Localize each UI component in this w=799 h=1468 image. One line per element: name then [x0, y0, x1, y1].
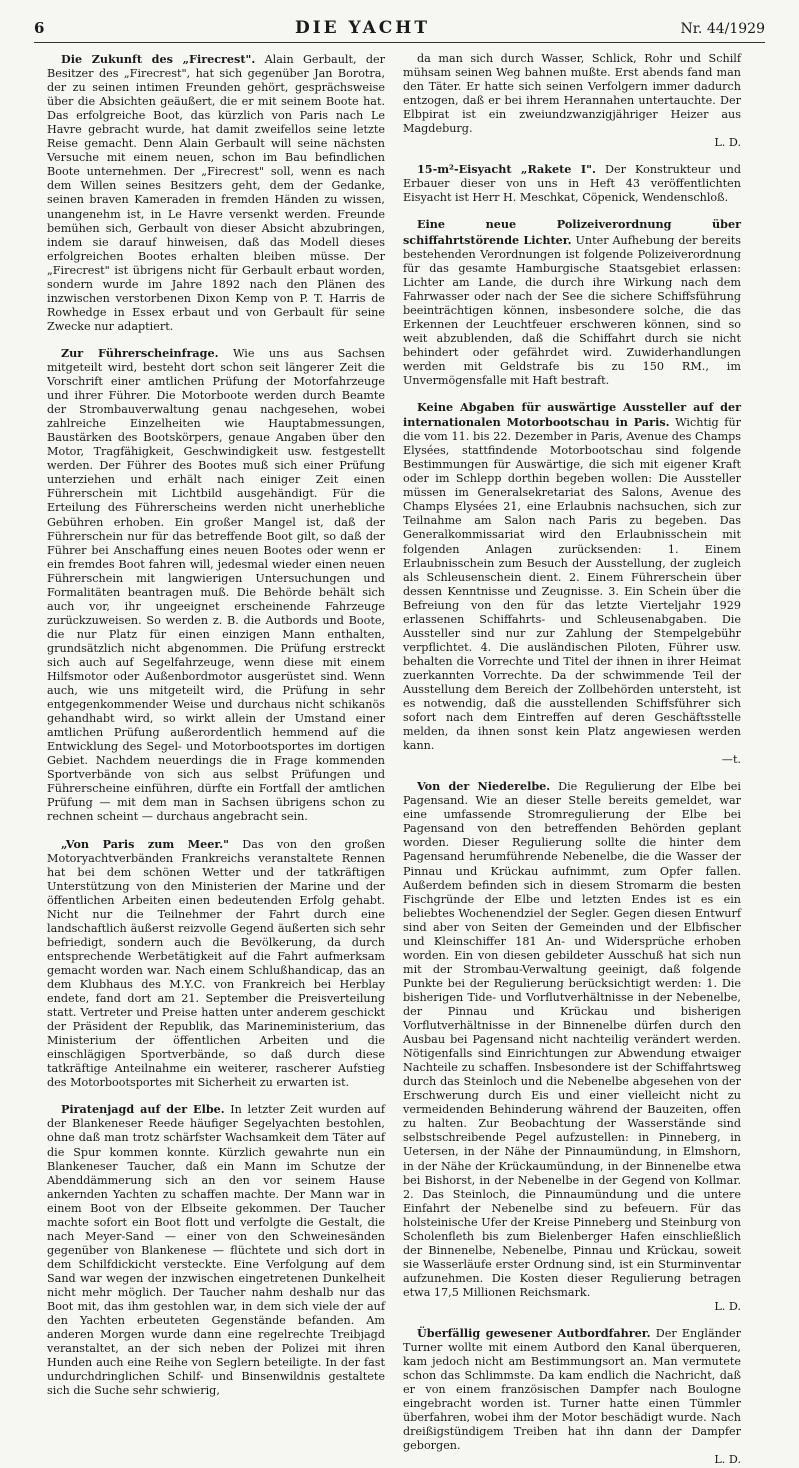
article-headline: Zur Führerscheinfrage. [61, 345, 219, 360]
article [47, 837, 385, 1091]
article-headline: Überfällig gewesener Autbordfahrer. [417, 1326, 651, 1341]
article-paragraph [403, 1326, 741, 1467]
article [403, 217, 741, 388]
article-signature: —t. [721, 753, 741, 767]
article-paragraph [403, 217, 741, 388]
article-text: Das von den großen Motoryachtverbänden Frankreichs veranstaltete Rennen hat bei dem schönen Wetter und der tatkräftigen Unterstützung von den Ministerien der Marine und der öffentlichen Arbeiten einen bedeutenden Erfolg gehabt. Nicht nur die Teilnehmer der Fahrt durch eine landschaftlich äußerst reizvolle Gegend äußerten sich sehr befriedigt, sondern auch die Bevölkerung, da durch entsprechende Werbetätigkeit auf die Fahrt aufmerksam gemacht worden war. Nach einem Schlußhandicap, das an dem Klubhaus des M.Y.C. von Frankreich bei Herblay endete, fand dort am 21. September die Preisverteilung statt. Vertreter und Preise hatten unter anderem geschickt der Präsident der Republik, das Marineministerium, das Ministerium der öffentlichen Arbeiten und die einschlägigen Sportverbände, so daß durch diese tatkräftige Anteilnahme ein weiterer, rascherer Aufstieg des Motorbootsportes mit Sicherheit zu erwarten ist. [47, 837, 386, 1090]
article [47, 52, 385, 334]
article-paragraph [47, 346, 385, 825]
article-text: In letzter Zeit wurden auf der Blankeneser Reede häufiger Segelyachten bestohlen, ohne daß man trotz schärfster Wachsamkeit dem Täter auf die Spur kommen konnte. Kürzlich gewahrte nun ein Blankeneser Taucher, daß ein Mann im Schutze der Abenddämmerung sich an den vor seinem Hause ankernden Yachten zu schaffen machte. Der Mann war in einem Boot von der Elbseite gekommen. Der Taucher machte sofort ein Boot flott und verfolgte die Gestalt, die nach Meyer-Sand — einer von den Schweinesänden gegenüber von Blankenese — flüchtete und sich dort in dem Schilfdickicht versteckte. Eine Verfolgung auf dem Sand war wegen der inzwischen eingetretenen Dunkelheit nicht mehr möglich. Der Taucher nahm deshalb nur das Boot mit, das ihm gestohlen war, in dem sich viele der auf den Yachten erbeuteten Gegenstände befanden. Am anderen Morgen wurde dann eine regelrechte Treibjagd veranstaltet, an der sich neben der Polizei mit ihren Hunden auch eine Reihe von Seglern beteiligte. In der fast undurchdringlichen Schilf- und Binsenwildnis gestaltete sich die Suche sehr schwierig, [47, 1103, 385, 1398]
article-text: Unter Aufhebung der bereits bestehenden Verordnungen ist folgende Polizeiverordnung für das gesamte Hamburgische Staatsgebiet erlassen: Lichter am Lande, die durch ihre Wirkung nach dem Fahrwasser oder nach der See die sichere Schiffsführung beeinträchtigen können, insbesondere solche, die das Erkennen der Leuchtfeuer erschweren können, sind so weit abzublenden, daß die Schiffahrt durch sie nicht behindert oder gefährdet wird. Zuwiderhandlungen werden mit Geldstrafe bis zu 150 RM., im Unvermögensfalle mit Haft bestraft. [403, 233, 742, 387]
article-headline: Piratenjagd auf der Elbe. [61, 1102, 225, 1117]
article-signature: L. D. [714, 136, 741, 150]
article-paragraph [403, 779, 741, 1314]
article-headline: Von der Niederelbe. [417, 779, 551, 794]
article-paragraph [403, 52, 741, 150]
article [403, 52, 741, 150]
article-paragraph [47, 837, 385, 1091]
article [47, 1102, 385, 1398]
article-paragraph [47, 1102, 385, 1398]
article-headline: 15-m²-Eisyacht „Rakete I". [417, 162, 596, 177]
article-headline: Keine Abgaben für auswärtige Aussteller auf der internationalen Motorbootschau in Paris. [403, 400, 741, 430]
magazine-title: DIE YACHT [294, 18, 431, 38]
page-header [34, 18, 765, 42]
article-text: Alain Gerbault, der Besitzer des „Firecrest", hat sich gegenüber Jan Borotra, der zu seinen intimen Freunden gehört, gesprächsweise über die Absichten geäußert, die er mit seinem Boote hat. Das erfolgreiche Boot, das kürzlich von Paris nach Le Havre gebracht wurde, hat damit zweifellos seine letzte Reise gemacht. Denn Alain Gerbault will seine nächsten Versuche mit einem neuen, schon im Bau befindlichen Boote unternehmen. Der „Firecrest" soll, wenn es nach dem Willen seines Besitzers geht, dem der Gedanke, seinen braven Kameraden in fremden Händen zu wissen, unangenehm ist, in Le Havre versenkt werden. Freunde bemühen sich, Gerbault von dieser Absicht abzubringen, indem sie darauf hinweisen, daß das Modell dieses erfolgreichen Bootes erhalten bleiben müsse. Der „Firecrest" ist übrigens nicht für Gerbault erbaut worden, sondern wurde im Jahre 1892 nach den Plänen des inzwischen verstorbenen Dixon Kemp von P. T. Harris de Rowhedge in Essex erbaut und von Gerbault für seine Zwecke nur adaptiert. [47, 53, 386, 333]
article-paragraph [47, 52, 385, 334]
header-rule [34, 42, 765, 43]
article-text: Die Regulierung der Elbe bei Pagensand. Wie an dieser Stelle bereits gemeldet, war eine umfassende Stromregulierung der Elbe bei Pagensand von den betreffenden Behörden geplant worden. Dieser Regulierung sollte die hinter dem Pagensand herumführende Nebenelbe, die die Wasser der Pinnau und Krückau aufnimmt, zum Opfer fallen. Außerdem befinden sich in diesem Stromarm die besten Fischgründe der Elbe und letzten Endes ist es ein beliebtes Wochenendziel der Segler. Gegen diesen Entwurf sind aber von Seiten der Gemeinden und der Elbfischer und Kleinschiffer 181 An- und Widersprüche erhoben worden. Ein von diesen gebildeter Ausschuß hat sich nun mit der Strombau-Verwaltung geeinigt, daß folgende Punkte bei der Regulierung berücksichtigt werden: 1. Die bisherigen Tide- und Vorflutverhältnisse in der Nebenelbe, der Pinnau und Krückau und bisherigen Vorflutverhältnisse in der Binnenelbe dürfen durch den Ausbau bei Pagensand nicht nachteilig verändert werden. Nötigenfalls sind Einrichtungen zur Abwendung etwaiger Nachteile zu schaffen. Insbesondere ist der Schiffahrtsweg durch das Steinloch und die Nebenelbe abgesehen von der Erschwerung durch Eis und einer vielleicht nicht zu vermeidenden Behinderung während der Bauzeiten, offen zu halten. Zur Beobachtung der Wasserstände sind selbstschreibende Pegel aufzustellen: in Pinneberg, in Uetersen, in der Nähe der Pinnaumündung, in Elmshorn, in der Nähe der Krückaumündung, in der Binnenelbe etwa bei Bishorst, in der Nebenelbe in der Gegend von Kollmar. 2. Das Steinloch, die Pinnaumündung und die untere Einfahrt der Nebenelbe sind zu befeuern. Für das holsteinische Ufer der Kreise Pinneberg und Steinburg von Scholenfleth bis zum Bielenberger Hafen einschließlich der Binnenelbe, Nebenelbe, Pinnau und Krückau, soweit sie Wasserläufe erster Ordnung sind, ist ein Sturminventar aufzunehmen. Die Kosten dieser Regulierung betragen etwa 17,5 Millionen Reichsmark. [403, 780, 741, 1299]
page-number: 6 [34, 19, 45, 37]
article-headline: Die Zukunft des „Firecrest". [61, 52, 256, 66]
article-headline: „Von Paris zum Meer." [61, 836, 230, 851]
article [403, 162, 741, 205]
article-headline: Eine neue Polizeiverordnung über schiffahrtstörende Lichter. [403, 217, 741, 247]
article-text: Wichtig für die vom 11. bis 22. Dezember in Paris, Avenue des Champs Elysées, stattfindende Motorbootschau sind folgende Bestimmungen für Auswärtige, die sich mit eigener Kraft oder im Schlepp dorthin begeben wollen: Die Aussteller müssen im Generalsekretariat des Salons, Avenue des Champs Elysées 21, eine Erlaubnis nachsuchen, sich zur Teilnahme am Salon nach Paris zu begeben. Das Generalkommissariat wird den Erlaubnisschein mit folgenden Anlagen zurücksenden: 1. Einem Erlaubnisschein zum Besuch der Ausstellung, der zugleich als Schleusenschein dient. 2. Einem Führerschein über dessen Kenntnisse und Zeugnisse. 3. Ein Schein über die Befreiung von den für das letzte Vierteljahr 1929 erlassenen Schiffahrts- und Schleusenabgaben. Die Aussteller sind nur zur Zahlung der Stempelgebühr verpflichtet. 4. Die ausländischen Piloten, Führer usw. behalten die Vorrechte und Titel der ihnen in ihrer Heimat zuerkannten Vorrechte. Da der schwimmende Teil der Ausstellung dem Bereich der Zollbehörden untersteht, ist es notwendig, daß die ausstellenden Schiffsführer sich sofort nach dem Eintreffen auf deren Geschäftsstelle melden, da ihnen sonst kein Platz angewiesen werden kann. [403, 416, 742, 753]
article [47, 346, 385, 825]
article [403, 779, 741, 1314]
article-text: da man sich durch Wasser, Schlick, Rohr und Schilf mühsam seinen Weg bahnen mußte. Erst abends fand man den Täter. Er hatte sich seinen Verfolgern immer dadurch entzogen, daß er bei ihrem Herannahen untertauchte. Der Elbpirat ist ein zweiundzwanzigjähriger Heizer aus Magdeburg. [403, 52, 741, 136]
article-paragraph [403, 400, 741, 767]
article [403, 400, 741, 767]
article-paragraph [403, 162, 741, 205]
article-signature: L. D. [714, 1299, 741, 1313]
left-column [47, 52, 385, 1398]
article-text: Der Engländer Turner wollte mit einem Autbord den Kanal überqueren, kam jedoch nicht am Bestimmungsort an. Man vermutete schon das Schlimmste. Da kam endlich die Nachricht, daß er von einem französischen Dampfer nach Boulogne eingebracht worden ist. Turner hatte einen Tümmler überfahren, wobei ihm der Motor beschädigt wurde. Nach dreißigstündigem Treiben hat ihn dann der Dampfer geborgen. [403, 1327, 741, 1453]
right-column [403, 52, 741, 1468]
article-text: Wie uns aus Sachsen mitgeteilt wird, besteht dort schon seit längerer Zeit die Vorschrift einer amtlichen Prüfung der Motorfahrzeuge und ihrer Führer. Die Motorboote werden durch Beamte der Strombauverwaltung genau nachgesehen, wobei zahlreiche Einzelheiten wie Hauptabmessungen, Baustärken des Bootskörpers, genaue Angaben über den Motor, Tragfähigkeit, Geschwindigkeit usw. festgestellt werden. Der Führer des Bootes muß sich einer Prüfung unterziehen und erhält nach einiger Zeit einen Führerschein mit Lichtbild ausgehändigt. Für die Erteilung des Führerscheins werden nicht unerhebliche Gebühren erhoben. Ein großer Mangel ist, daß der Führerschein nur für das betreffende Boot gilt, so daß der Führer bei Anschaffung eines neuen Bootes oder wenn er ein fremdes Boot fahren will, jedesmal wieder einen neuen Führerschein mit langwierigen Untersuchungen und Formalitäten beantragen muß. Die Behörde behält sich auch vor, ihr ungeeignet erscheinende Fahrzeuge zurückzuweisen. So werden z. B. die Autbords und Boote, die nur Platz für einen einzigen Mann enthalten, grundsätzlich nicht abgenommen. Die Prüfung erstreckt sich auch auf Segelfahrzeuge, wenn diese mit einem Hilfsmotor oder Außenbordmotor ausgerüstet sind. Wenn auch, wie uns mitgeteilt wird, die Prüfung in sehr entgegenkommender Weise und durchaus nicht schikanös gehandhabt wird, so wirkt allein der Umstand einer amtlichen Prüfung außerordentlich hemmend auf die Entwicklung des Segel- und Motorbootsportes im dortigen Gebiet. Nachdem neuerdings die in Frage kommenden Sportverbände von sich aus selbst Prüfungen und Führerscheine einführen, dürfte ein Fortfall der amtlichen Prüfung — mit dem man in Sachsen übrigens schon zu rechnen scheint — durchaus angebracht sein. [47, 346, 386, 824]
article-text: Der Konstrukteur und Erbauer dieser von uns in Heft 43 veröffentlichten Eisyacht ist Herr H. Meschkat, Cöpenick, Wendenschloß. [403, 163, 742, 205]
article-signature: L. D. [714, 1453, 741, 1467]
article [403, 1326, 741, 1467]
issue-number: Nr. 44/1929 [680, 21, 765, 37]
